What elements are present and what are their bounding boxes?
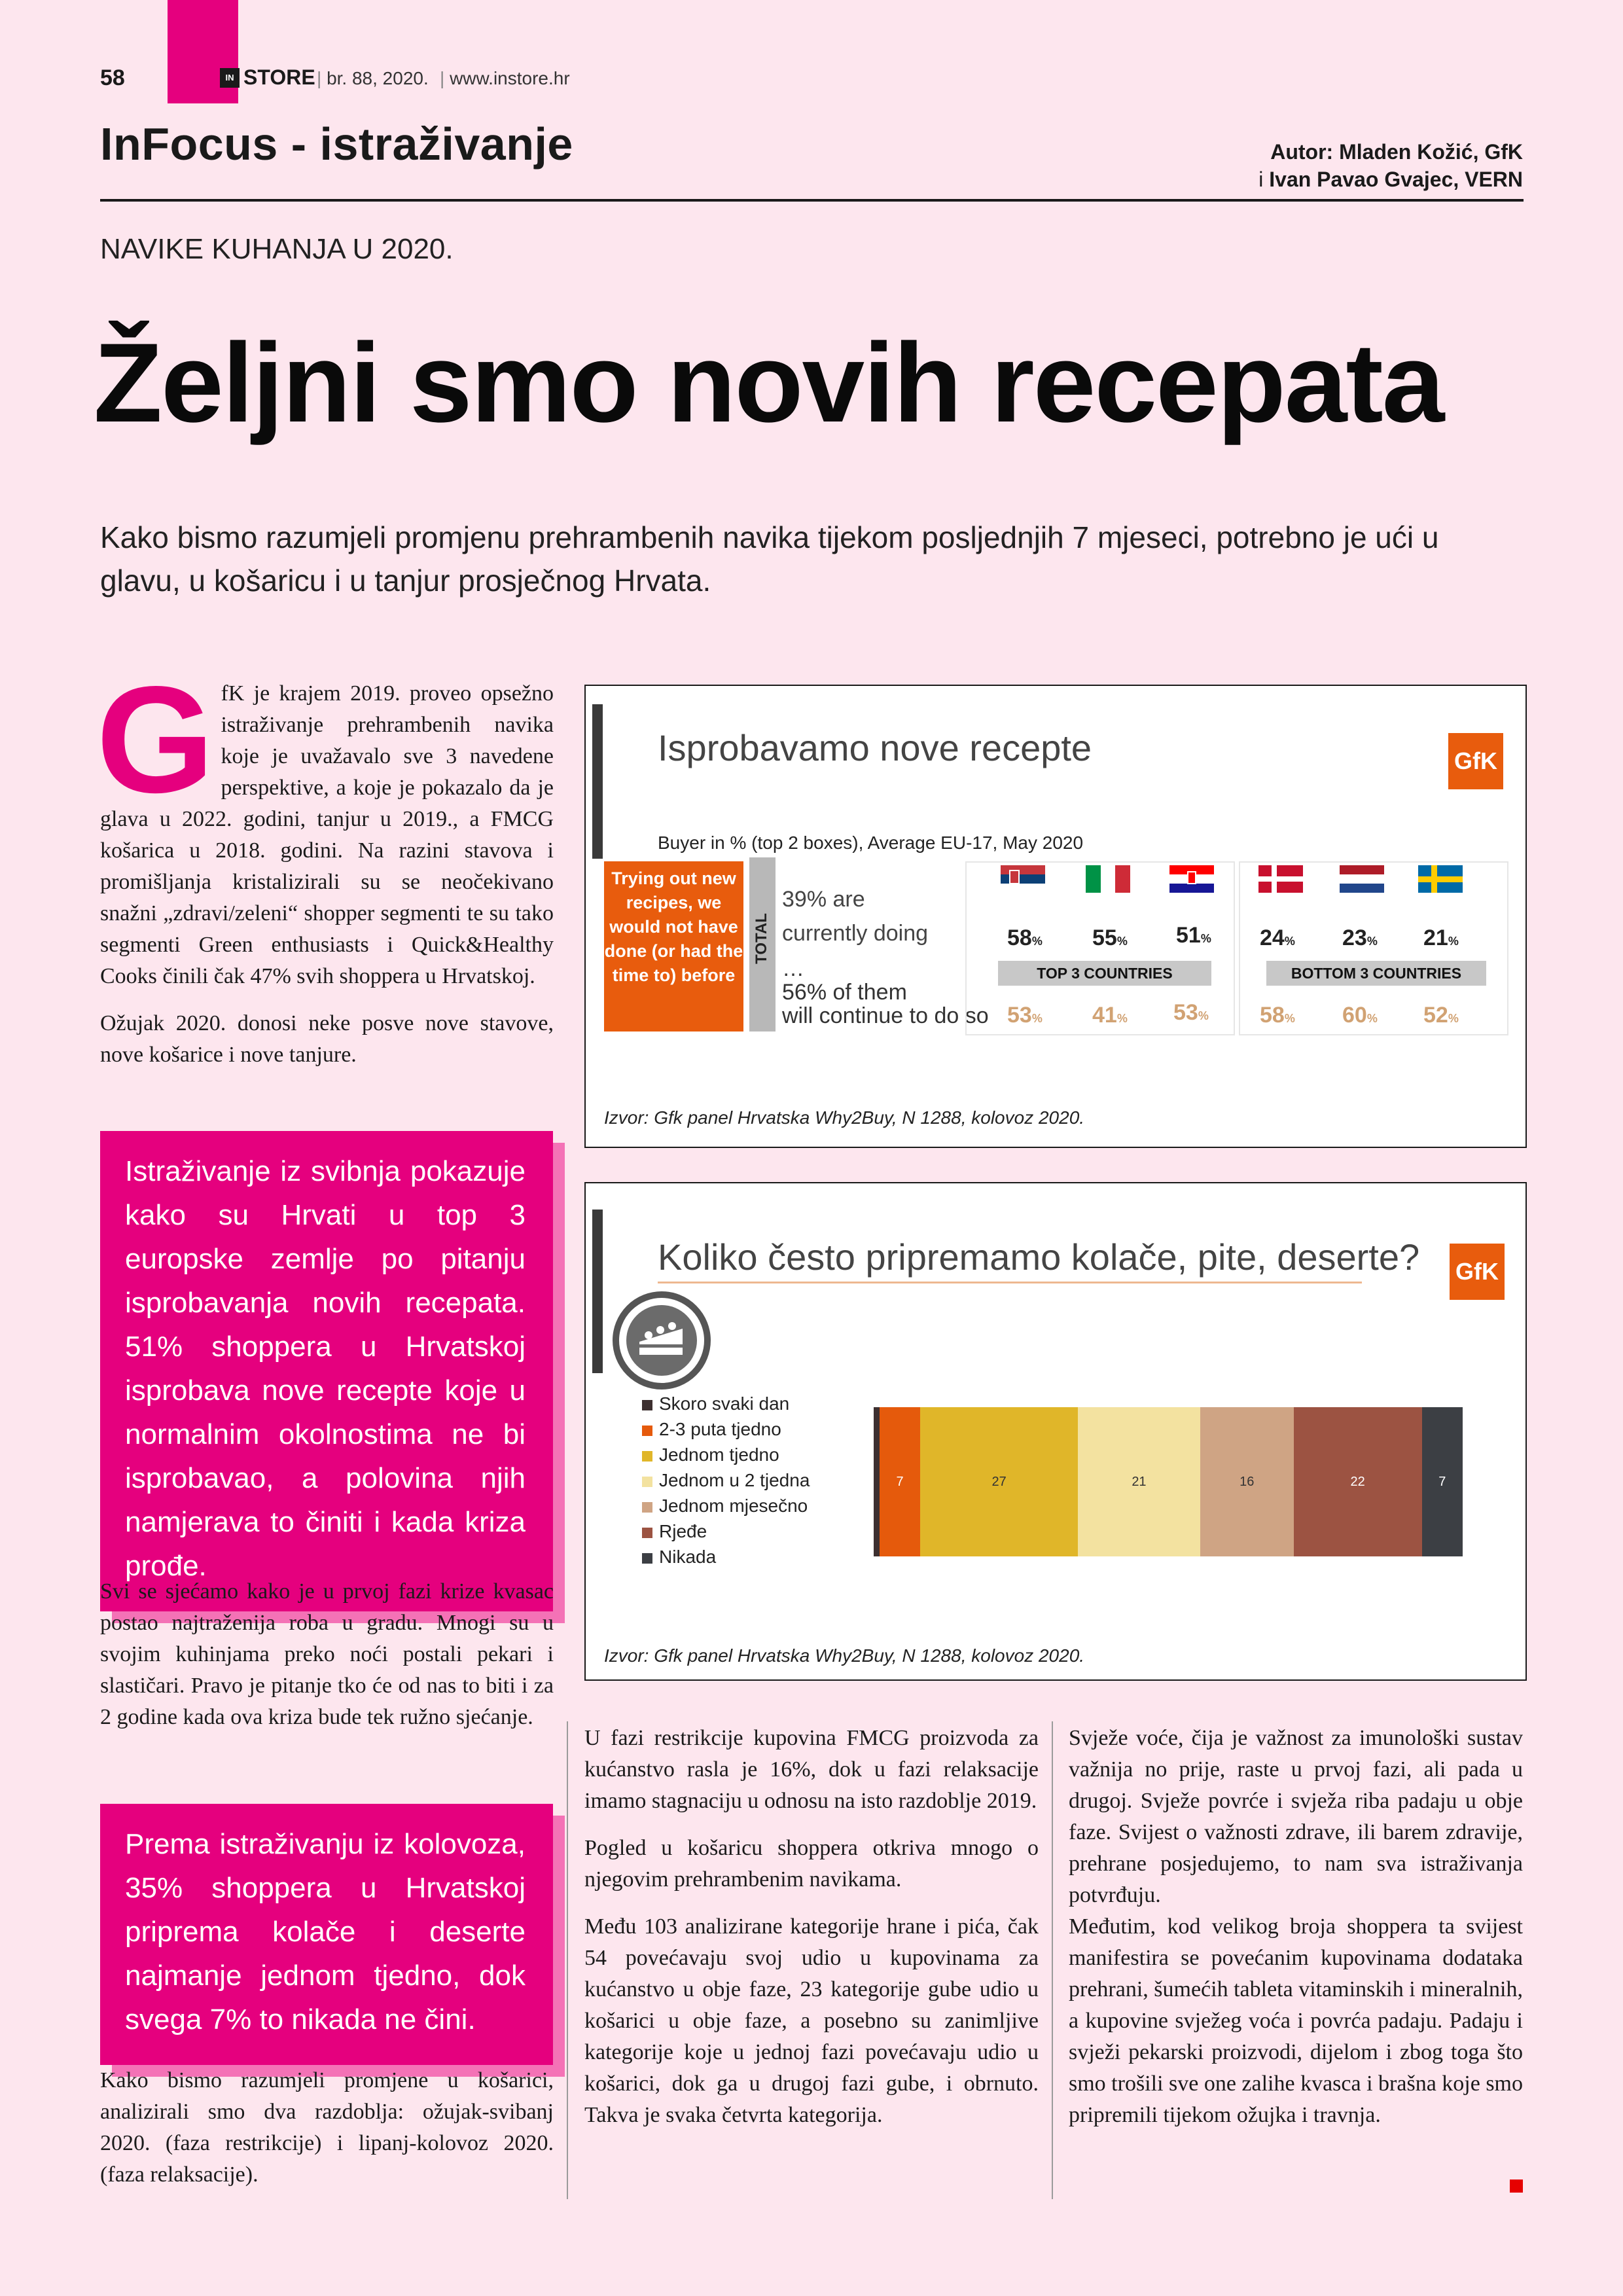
legend-swatch <box>642 1502 652 1513</box>
legend-swatch <box>642 1451 652 1462</box>
column-divider <box>567 1721 568 2199</box>
gfk-logo: GfK <box>1448 733 1503 789</box>
legend-swatch <box>642 1477 652 1487</box>
article-lead: Kako bismo razumjeli promjenu prehrambenih navika tijekom posljednjih 7 mjeseci, potrebno je ući u glavu, u košaricu i u tanjur prosječnog Hrvata. <box>100 520 1439 598</box>
bar-segment: 7 <box>1422 1407 1463 1556</box>
article-title: Željni smo novih recepata <box>94 320 1444 446</box>
stat-current-pct: 39% are <box>782 887 865 912</box>
legend-swatch <box>642 1400 652 1410</box>
legend-swatch <box>642 1553 652 1564</box>
legend-item <box>642 1443 779 1467</box>
sweden-current-pct: 21% <box>1423 925 1459 950</box>
figure-1-title: Isprobavamo nove recepte <box>658 727 1092 768</box>
total-bar <box>749 857 776 1031</box>
cake-icon <box>612 1291 711 1393</box>
sweden-flag-icon <box>1418 865 1463 893</box>
figure-new-recipes <box>584 685 1527 1148</box>
body-column-2 <box>584 1723 1039 2147</box>
separator: | <box>317 68 327 88</box>
author-line-2 <box>1258 168 1523 192</box>
body-column-1 <box>96 655 554 1086</box>
author-line-1: Autor: Mladen Kožić, GfK <box>1270 140 1523 164</box>
stat-continue <box>782 957 989 1028</box>
issue-number <box>317 68 429 89</box>
netherlands-continue-pct: 60% <box>1342 1003 1378 1028</box>
paragraph-1: fK je krajem 2019. proveo opsežno istraživanje prehrambenih navika koje je uvažavalo sve 3 navedene perspektive, a koje je pokazalo da je glava u 2022. godini, tanjur u 2019., a FMCG košarica u 2018. godini. Na razini stavova i promišljanja kristalizirali su se neočekivano snažni „zdravi/zeleni“ shopper segmenti te su tako segmenti Green enthusiasts i Quick&Healthy Cooks činili čak 47% svih shoppera u Hrvatskoj. <box>100 681 554 988</box>
denmark-continue-pct: 58% <box>1260 1003 1295 1028</box>
figure-baking-frequency <box>584 1182 1527 1681</box>
issue-text: br. 88, 2020. <box>327 68 429 88</box>
legend-label: Jednom u 2 tjedna <box>659 1470 810 1490</box>
croatia-current-pct: 51% <box>1176 923 1211 948</box>
legend-item <box>642 1391 789 1416</box>
pull-quote-1: Istraživanje iz svibnja pokazuje kako su Hrvati u top 3 europske zemlje po pitanju isprobavanja novih recepata. 51% shoppera u Hrvatskoj isprobava nove recepte koje u normalnim okolnostima ne bi isprobavao, a polovina njih namjerava to činiti i kada kriza prođe. <box>100 1131 553 1611</box>
legend-label: Jednom tjedno <box>659 1444 779 1465</box>
serbia-current-pct: 58% <box>1007 925 1043 950</box>
stat-ellipsis: … <box>782 956 804 981</box>
legend-label: 2-3 puta tjedno <box>659 1419 781 1439</box>
figure-1-source: Izvor: Gfk panel Hrvatska Why2Buy, N 1288, kolovoz 2020. <box>604 1107 1085 1128</box>
figure-accent-strip <box>592 1210 603 1373</box>
italy-current-pct: 55% <box>1092 925 1128 950</box>
italy-flag-icon <box>1086 865 1130 893</box>
paragraph-5: U fazi restrikcije kupovina FMCG proizvoda za kućanstvo rasla je 16%, dok u fazi relaksacije imamo stagnaciju u odnosu na isto razdoblje 2019. <box>584 1726 1039 1813</box>
pull-quote-2: Prema istraživanju iz kolovoza, 35% shoppera u Hrvatskoj priprema kolače i deserte najmanje jednom tjedno, dok svega 7% to nikada ne čini. <box>100 1804 553 2065</box>
croatia-continue-pct: 53% <box>1173 1000 1209 1025</box>
legend-item <box>642 1494 808 1518</box>
figure-accent-strip <box>592 704 603 859</box>
article-kicker: NAVIKE KUHANJA U 2020. <box>100 233 454 265</box>
legend-label: Jednom mjesečno <box>659 1496 808 1516</box>
bar-segment: 21 <box>1078 1407 1200 1556</box>
croatia-flag-icon <box>1169 865 1214 893</box>
column-divider <box>1052 1721 1053 2199</box>
paragraph-6: Pogled u košaricu shoppera otkriva mnogo o njegovim prehrambenim navikama. <box>584 1836 1039 1892</box>
legend-item <box>642 1468 810 1493</box>
author-name-2: Ivan Pavao Gvajec, VERN <box>1269 168 1523 191</box>
header-color-bar <box>168 0 238 103</box>
figure-1-subtitle: Buyer in % (top 2 boxes), Average EU-17, May 2020 <box>658 833 1084 853</box>
stat-current <box>782 882 928 950</box>
total-label: TOTAL <box>752 913 770 964</box>
italy-continue-pct: 41% <box>1092 1003 1128 1028</box>
bar-segment: 7 <box>880 1407 920 1556</box>
bottom-countries-tag: BOTTOM 3 COUNTRIES <box>1266 961 1486 986</box>
drop-cap: G <box>96 655 215 825</box>
stat-continue-text: will continue to do so <box>782 1003 989 1028</box>
legend-item <box>642 1417 781 1442</box>
netherlands-current-pct: 23% <box>1342 925 1378 950</box>
sweden-continue-pct: 52% <box>1423 1003 1459 1028</box>
stat-continue-pct: 56% of them <box>782 980 907 1005</box>
bar-segment <box>874 1407 880 1556</box>
legend-item <box>642 1519 707 1544</box>
paragraph-4: Kako bismo razumjeli promjene u košarici, analizirali smo dva razdoblja: ožujak-svibanj 2020. (faza restrikcije) i lipanj-kolovoz 2020. (faza relaksacije). <box>100 2068 554 2187</box>
netherlands-flag-icon <box>1340 865 1384 893</box>
question-box: Trying out new recipes, we would not have done (or had the time to) before <box>604 861 743 1031</box>
website-text: www.instore.hr <box>450 68 570 88</box>
paragraph-2: Ožujak 2020. donosi neke posve nove stavove, nove košarice i nove tanjure. <box>100 1011 554 1067</box>
separator: | <box>440 68 450 88</box>
legend-label: Nikada <box>659 1547 717 1567</box>
bar-segment: 22 <box>1294 1407 1422 1556</box>
body-column-1c <box>100 2065 554 2206</box>
website-link[interactable] <box>440 68 570 89</box>
paragraph-7: Među 103 analizirane kategorije hrane i pića, čak 54 povećavaju svoj udio u kupovinama za kućanstvo u obje faze, 23 kategorije gube udio u košarici u obje faze, a posebno su zanimljive kategorije koje u jednoj fazi povećavaju udio u košarici, dok ga u drugoj fazi gube, i obrnuto. Takva je svaka četvrta kategorija. <box>584 1914 1039 2127</box>
denmark-flag-icon <box>1258 865 1303 893</box>
gfk-logo: GfK <box>1450 1244 1505 1300</box>
title-underline <box>658 1282 1362 1283</box>
paragraph-3: Svi se sjećamo kako je u prvoj fazi krize kvasac postao najtraženija roba u gradu. Mnogi su u svojim kuhinjama preko noći postali pekari i slastičari. Pravo je pitanje tko će od nas to biti i za 2 godine kada ova kriza bude tek ružno sjećanje. <box>100 1579 554 1729</box>
legend-item <box>642 1545 716 1570</box>
paragraph-8: Svježe voće, čija je važnost za imunološki sustav važnija no prije, raste u prvoj fazi, ali pada u drugoj. Svježe povrće i svježa riba padaju u obje faze. Svijest o važnosti zdrave, ili barem zdravije, prehrane posjedujemo, to nam sva istraživanja potvrđuju. <box>1069 1726 1523 1907</box>
denmark-current-pct: 24% <box>1260 925 1295 950</box>
bar-segment: 16 <box>1200 1407 1294 1556</box>
header-rule <box>100 199 1524 202</box>
top-countries-tag: TOP 3 COUNTRIES <box>998 961 1211 986</box>
author-and: i <box>1258 168 1264 191</box>
serbia-continue-pct: 53% <box>1007 1003 1043 1028</box>
page-number: 58 <box>100 65 125 90</box>
serbia-flag-icon <box>1001 865 1045 893</box>
figure-2-title: Koliko često pripremamo kolače, pite, deserte? <box>658 1236 1420 1278</box>
legend-swatch <box>642 1528 652 1538</box>
bar-segment: 27 <box>920 1407 1078 1556</box>
instore-logo-mark: IN <box>220 68 240 88</box>
body-column-1b <box>100 1576 554 1749</box>
section-title: InFocus - istraživanje <box>100 118 573 170</box>
body-column-3 <box>1069 1723 1523 2147</box>
figure-2-source: Izvor: Gfk panel Hrvatska Why2Buy, N 1288, kolovoz 2020. <box>604 1645 1085 1666</box>
legend-label: Rjeđe <box>659 1521 707 1541</box>
article-end-mark <box>1510 2179 1523 2193</box>
legend-swatch <box>642 1426 652 1436</box>
magazine-name: STORE <box>243 65 315 89</box>
paragraph-9: Međutim, kod velikog broja shoppera ta svijest manifestira se povećanim kupovinama dodataka prehrani, šumećih tableta vitaminskih i mineralnih, a kupovine svježeg voća i povrća padaju. Padaju i svježi pekarski proizvodi, dijelom i zbog toga što smo trošili sve one zalihe kvasca i brašna koje smo pripremili tijekom ožujka i travnja. <box>1069 1914 1523 2127</box>
stat-current-text: currently doing <box>782 921 929 946</box>
legend-label: Skoro svaki dan <box>659 1393 790 1414</box>
